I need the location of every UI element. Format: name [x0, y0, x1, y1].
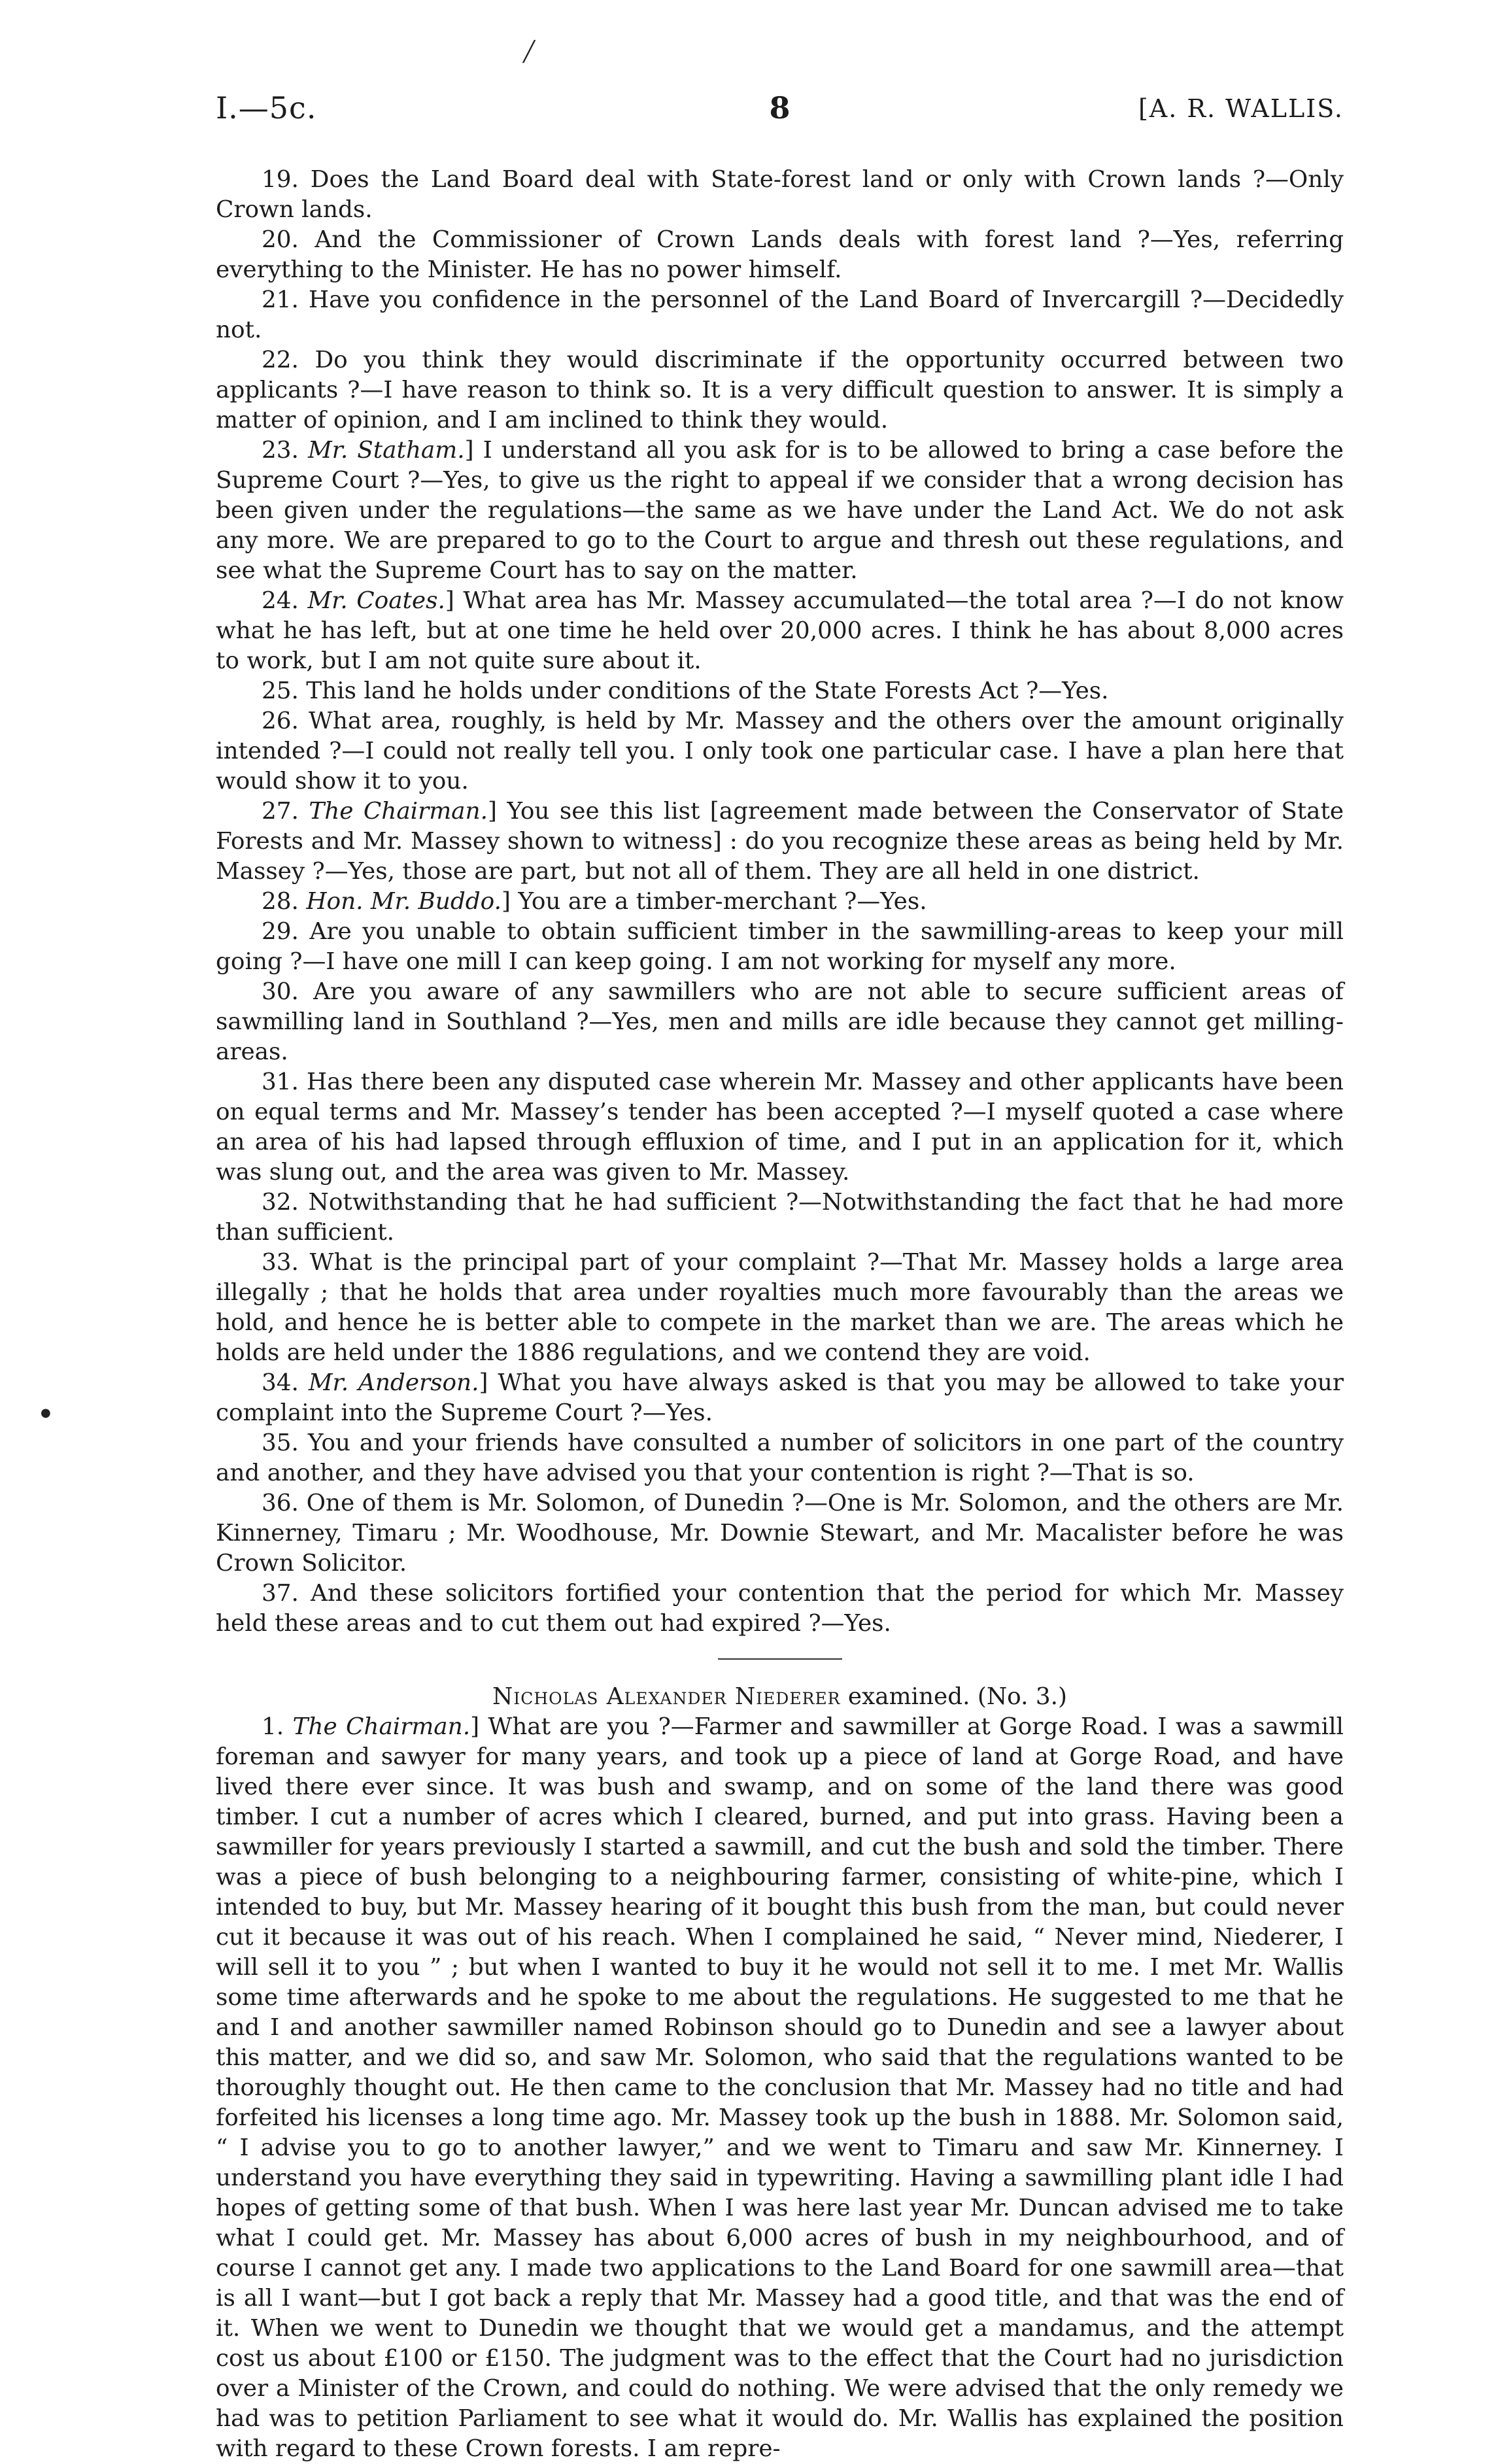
paragraph-text: ] I understand all you ask for is to be allowed to bring a case before the Supreme Court ?—Yes, to give us the right to appeal if we consider that a wrong decision has been given under the regulations—the same as we have under the Land Act. We do not ask any more. We are prepared to go to the Court to argue and thresh out these regulations, and see what the Supreme Court has to say on the matter.: [216, 437, 1344, 584]
speaker-name: Mr. Coates.: [307, 587, 445, 614]
speaker-name: Mr. Statham.: [307, 437, 465, 464]
paragraph: [216, 977, 1344, 1067]
evidence-paragraphs: [216, 165, 1344, 1639]
page-number: 8: [769, 90, 791, 126]
section-title: [216, 1682, 1344, 1712]
paragraph: [216, 676, 1344, 706]
speaker-name: The Chairman.: [309, 798, 488, 825]
paragraph-text: 35. You and your friends have consulted a number of solicitors in one part of the country and another, and they have advised you that your contention is right ?—That is so.: [216, 1429, 1344, 1486]
paragraph: [216, 586, 1344, 676]
speaker-name: The Chairman.: [292, 1713, 471, 1740]
paragraph-text: ] You are a timber-merchant ?—Yes.: [501, 888, 927, 915]
paragraph-text: ] What you have always asked is that you may be allowed to take your complaint into the Supreme Court ?—Yes.: [216, 1369, 1344, 1426]
paragraph-text: 24.: [262, 587, 308, 614]
paragraph: [216, 436, 1344, 586]
paragraph: [216, 225, 1344, 285]
section-title-suffix: examined. (No. 3.): [840, 1683, 1067, 1710]
paragraph-text: 1.: [262, 1713, 293, 1740]
paragraph-text: 28.: [262, 888, 307, 915]
paragraph-text: 33. What is the principal part of your complaint ?—That Mr. Massey holds a large area illegally ; that he holds that area under royalties much more favourably than the areas we hold, and hence he is better able to compete in the market than we are. The areas which he holds are held under the 1886 regulations, and we contend they are void.: [216, 1249, 1344, 1366]
paragraph-text: 36. One of them is Mr. Solomon, of Dunedin ?—One is Mr. Solomon, and the others are Mr. Kinnerney, Timaru ; Mr. Woodhouse, Mr. Downie Stewart, and Mr. Macalister before he was Crown Solicitor.: [216, 1490, 1344, 1577]
speaker-name: Mr. Anderson.: [308, 1369, 479, 1396]
witness-name: Nicholas Alexander Niederer: [492, 1683, 841, 1710]
paragraph: [216, 1248, 1344, 1368]
paragraph: [216, 1368, 1344, 1428]
section-divider: [718, 1658, 842, 1660]
paragraph-text: 32. Notwithstanding that he had sufficient ?—Notwithstanding the fact that he had more than sufficient.: [216, 1189, 1344, 1246]
page-header: [216, 90, 1344, 129]
paragraph-text: 20. And the Commissioner of Crown Lands deals with forest land ?—Yes, referring everything to the Minister. He has no power himself.: [216, 226, 1344, 283]
paragraph-text: 26. What area, roughly, is held by Mr. Massey and the others over the amount originally intended ?—I could not really tell you. I only took one particular case. I have a plan here that would show it to you.: [216, 708, 1344, 795]
paragraph-text: 31. Has there been any disputed case wherein Mr. Massey and other applicants have been on equal terms and Mr. Massey’s tender has been accepted ?—I myself quoted a case where an area of his had lapsed through effluxion of time, and I put in an application for it, which was slung out, and the area was given to Mr. Massey.: [216, 1069, 1344, 1186]
paragraph: [216, 285, 1344, 345]
paragraph-text: 23.: [262, 437, 308, 464]
paragraph: [216, 917, 1344, 977]
paragraph: [216, 706, 1344, 796]
paragraph: [216, 1067, 1344, 1188]
paragraph: [216, 345, 1344, 436]
paragraph-text: 30. Are you aware of any sawmillers who are not able to secure sufficient areas of sawmilling land in Southland ?—Yes, men and mills are idle because they cannot get milling-areas.: [216, 978, 1344, 1065]
paragraph-text: ] What area has Mr. Massey accumulated—the total area ?—I do not know what he has left, but at one time he held over 20,000 acres. I think he has about 8,000 acres to work, but I am not quite sure about it.: [216, 587, 1344, 674]
paragraph: [216, 1579, 1344, 1639]
ink-mark: ╱: [523, 41, 536, 63]
paragraph-text: 29. Are you unable to obtain sufficient timber in the sawmilling-areas to keep your mill going ?—I have one mill I can keep going. I am not working for myself any more.: [216, 918, 1344, 975]
speaker-name: Hon. Mr. Buddo.: [306, 888, 502, 915]
paragraph: [216, 1188, 1344, 1248]
ink-dot: ●: [41, 1406, 51, 1420]
paragraph-text: 19. Does the Land Board deal with State-forest land or only with Crown lands ?—Only Crown lands.: [216, 166, 1344, 223]
paragraph-text: 25. This land he holds under conditions of the State Forests Act ?—Yes.: [262, 677, 1109, 704]
paragraph: [216, 887, 1344, 917]
paragraph-text: 21. Have you confidence in the personnel of the Land Board of Invercargill ?—Decidedly not.: [216, 286, 1344, 343]
page-body: [216, 165, 1344, 2464]
paragraph-text: 37. And these solicitors fortified your contention that the period for which Mr. Massey held these areas and to cut them out had expired ?—Yes.: [216, 1580, 1344, 1637]
paragraph: [216, 1428, 1344, 1488]
paragraph-text: ] What are you ?—Farmer and sawmiller at Gorge Road. I was a sawmill foreman and sawyer for many years, and took up a piece of land at Gorge Road, and have lived there ever since. It was bush and swamp, and on some of the land there was good timber. I cut a number of acres which I cleared, burned, and put into grass. Having been a sawmiller for years previously I started a sawmill, and cut the bush and sold the timber. There was a piece of bush belonging to a neighbouring farmer, consisting of white-pine, which I intended to buy, but Mr. Massey hearing of it bought this bush from the man, but could never cut it because it was out of his reach. When I complained he said, “ Never mind, Niederer, I will sell it to you ” ; but when I wanted to buy it he would not sell it to me. I met Mr. Wallis some time afterwards and he spoke to me about the regulations. He suggested to me that he and I and another sawmiller named Robinson should go to Dunedin and see a lawyer about this matter, and we did so, and saw Mr. Solomon, who said that the regulations wanted to be thoroughly thought out. He then came to the conclusion that Mr. Massey had no title and had forfeited his licenses a long time ago. Mr. Massey took up the bush in 1888. Mr. Solomon said, “ I advise you to go to another lawyer,” and we went to Timaru and saw Mr. Kinnerney. I understand you have everything they said in typewriting. Having a sawmilling plant idle I had hopes of getting some of that bush. When I was here last year Mr. Duncan advised me to take what I could get. Mr. Massey has about 6,000 acres of bush in my neighbourhood, and of course I cannot get any. I made two applications to the Land Board for one sawmill area—that is all I want—but I got back a reply that Mr. Massey had a good title, and that was the end of it. When we went to Dunedin we thought that we would get a mandamus, and the attempt cost us about £100 or £150. The judgment was to the effect that the Court had no jurisdiction over a Minister of the Crown, and could do nothing. We were advised that the only remedy we had was to petition Parliament to see what it would do. Mr. Wallis has explained the position with regard to these Crown forests. I am repre-: [216, 1713, 1344, 2462]
paragraph-text: ] You see this list [agreement made between the Conservator of State Forests and Mr. Massey shown to witness] : do you recognize these areas as being held by Mr. Massey ?—Yes, those are part, but not all of them. They are all held in one district.: [216, 798, 1344, 885]
paragraph: [216, 1488, 1344, 1579]
witness-header: [A. R. WALLIS.: [1138, 94, 1344, 123]
section-paragraphs: [216, 1712, 1344, 2464]
paragraph: [216, 796, 1344, 887]
paper-reference: I.—5c.: [216, 90, 317, 126]
paragraph: [216, 165, 1344, 225]
paragraph: [216, 1712, 1344, 2464]
paragraph-text: 27.: [262, 798, 309, 825]
paragraph-text: 34.: [262, 1369, 309, 1396]
paragraph-text: 22. Do you think they would discriminate if the opportunity occurred between two applicants ?—I have reason to think so. It is a very difficult question to answer. It is simply a matter of opinion, and I am inclined to think they would.: [216, 347, 1344, 434]
